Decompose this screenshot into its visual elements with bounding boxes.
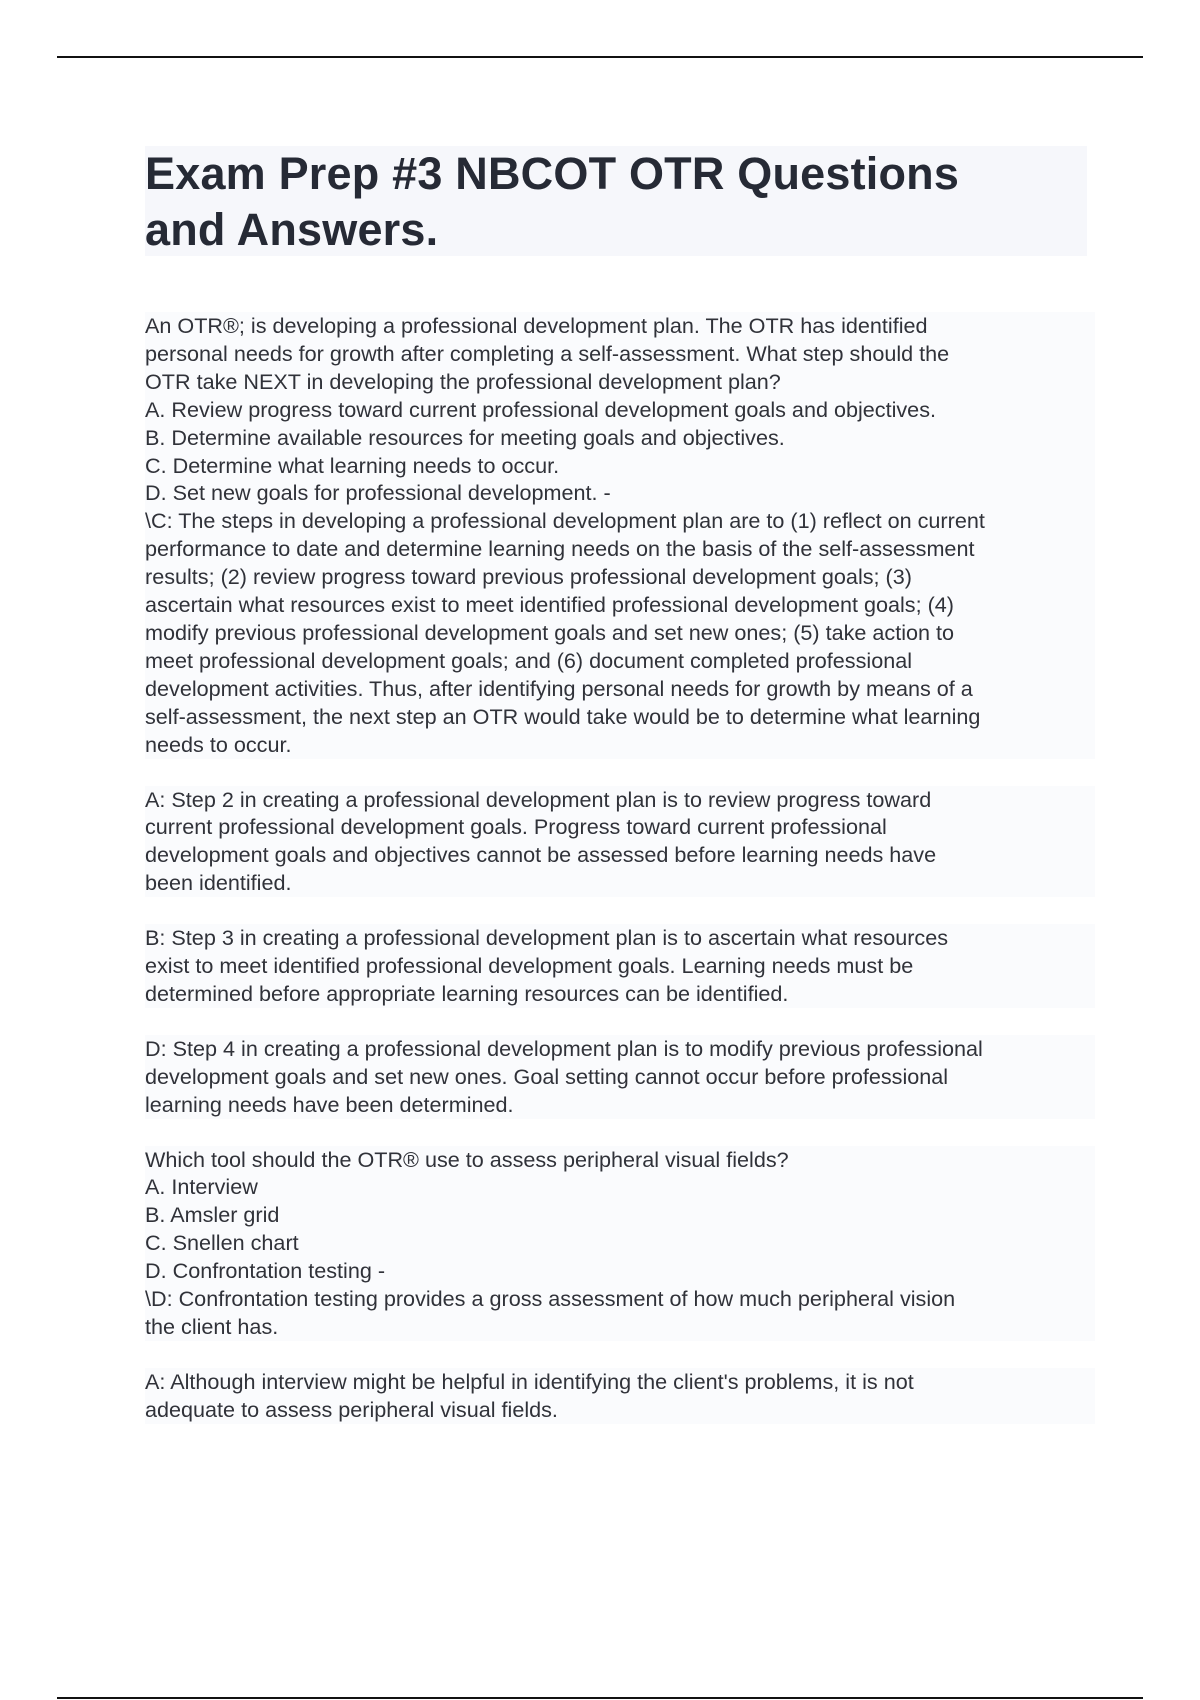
text-line: D: Step 4 in creating a professional development plan is to modify previous professional xyxy=(145,1035,1095,1063)
rationale-d-paragraph xyxy=(145,1035,1095,1119)
question-1-paragraph xyxy=(145,312,1095,759)
answer-option-c: C. Determine what learning needs to occur. xyxy=(145,452,1095,480)
text-line: OTR take NEXT in developing the professional development plan? xyxy=(145,368,1095,396)
text-line: B: Step 3 in creating a professional development plan is to ascertain what resources xyxy=(145,924,1095,952)
title-block xyxy=(145,146,1087,256)
text-line: development goals and set new ones. Goal setting cannot occur before professional xyxy=(145,1063,1095,1091)
text-line: development goals and objectives cannot be assessed before learning needs have xyxy=(145,841,1095,869)
text-line: \D: Confrontation testing provides a gross assessment of how much peripheral vision xyxy=(145,1285,1095,1313)
text-line: exist to meet identified professional development goals. Learning needs must be xyxy=(145,952,1095,980)
page-title-line: and Answers. xyxy=(145,204,439,255)
text-line: results; (2) review progress toward previous professional development goals; (3) xyxy=(145,563,1095,591)
page-title xyxy=(145,146,1087,258)
top-rule xyxy=(57,56,1143,58)
text-line: development activities. Thus, after identifying personal needs for growth by means of a xyxy=(145,675,1095,703)
text-line: A: Step 2 in creating a professional development plan is to review progress toward xyxy=(145,786,1095,814)
text-line: performance to date and determine learning needs on the basis of the self-assessment xyxy=(145,535,1095,563)
answer-option-d: D. Set new goals for professional development. - xyxy=(145,479,1095,507)
answer-option-a: A. Interview xyxy=(145,1173,1095,1201)
text-line: adequate to assess peripheral visual fields. xyxy=(145,1396,1095,1424)
text-line: personal needs for growth after completing a self-assessment. What step should the xyxy=(145,340,1095,368)
text-line: self-assessment, the next step an OTR would take would be to determine what learning xyxy=(145,703,1095,731)
text-line: A: Although interview might be helpful in identifying the client's problems, it is not xyxy=(145,1368,1095,1396)
answer-option-c: C. Snellen chart xyxy=(145,1229,1095,1257)
text-line: the client has. xyxy=(145,1313,1095,1341)
text-line: learning needs have been determined. xyxy=(145,1091,1095,1119)
text-line: ascertain what resources exist to meet identified professional development goals; (4) xyxy=(145,591,1095,619)
text-line: been identified. xyxy=(145,869,1095,897)
text-line: determined before appropriate learning resources can be identified. xyxy=(145,980,1095,1008)
question-2-paragraph xyxy=(145,1146,1095,1341)
text-line: modify previous professional development goals and set new ones; (5) take action to xyxy=(145,619,1095,647)
text-line: current professional development goals. Progress toward current professional xyxy=(145,813,1095,841)
bottom-rule xyxy=(57,1697,1143,1699)
page-title-line: Exam Prep #3 NBCOT OTR Questions xyxy=(145,148,960,199)
document-body xyxy=(145,312,1095,1451)
text-line: An OTR®; is developing a professional development plan. The OTR has identified xyxy=(145,312,1095,340)
answer-option-b: B. Determine available resources for meeting goals and objectives. xyxy=(145,424,1095,452)
answer-option-d: D. Confrontation testing - xyxy=(145,1257,1095,1285)
rationale-b-paragraph xyxy=(145,924,1095,1008)
rationale-a-paragraph xyxy=(145,786,1095,898)
answer-option-a: A. Review progress toward current professional development goals and objectives. xyxy=(145,396,1095,424)
text-line: \C: The steps in developing a professional development plan are to (1) reflect on current xyxy=(145,507,1095,535)
text-line: Which tool should the OTR® use to assess peripheral visual fields? xyxy=(145,1146,1095,1174)
text-line: meet professional development goals; and (6) document completed professional xyxy=(145,647,1095,675)
rationale-a-paragraph xyxy=(145,1368,1095,1424)
answer-option-b: B. Amsler grid xyxy=(145,1201,1095,1229)
text-line: needs to occur. xyxy=(145,731,1095,759)
